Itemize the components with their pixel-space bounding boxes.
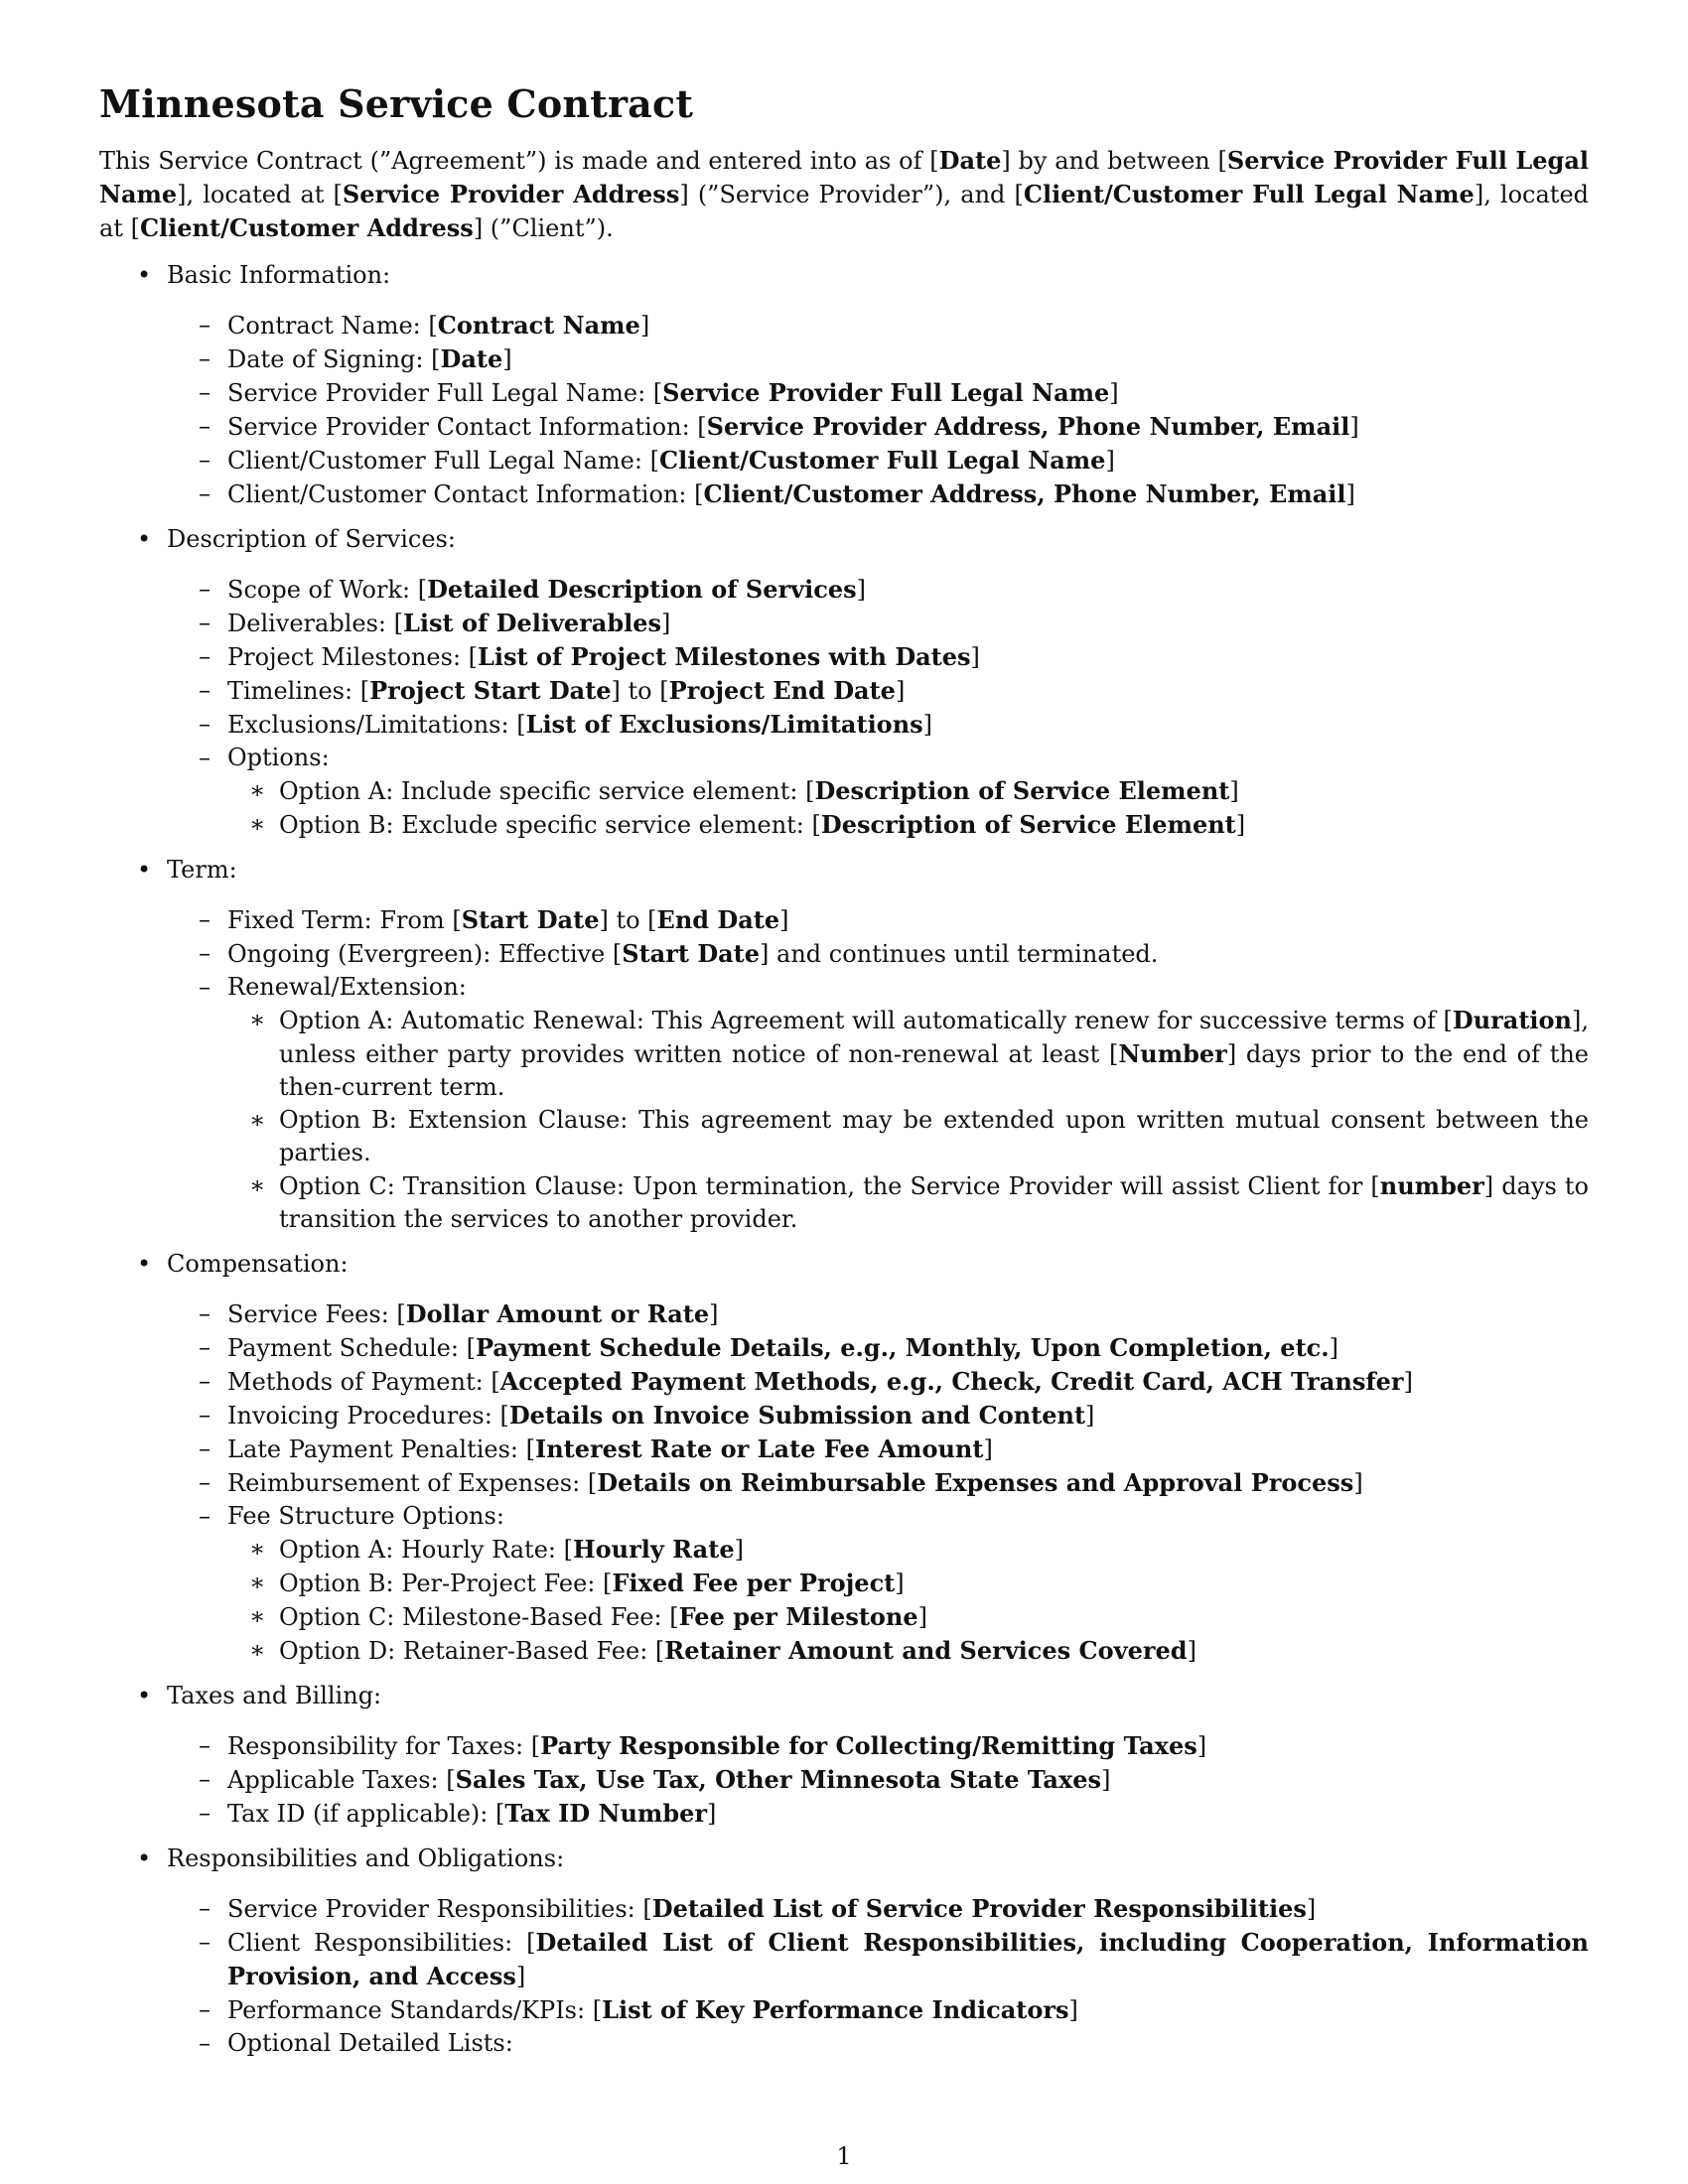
item-list xyxy=(167,1297,1589,1668)
option-item: ∗ Option C: Transition Clause: Upon termination, the Service Provider will assist Client for [number] days to transition the services to another provider. xyxy=(227,1169,1589,1236)
section-label: • Term: xyxy=(167,856,237,884)
list-item: – Fixed Term: From [Start Date] to [End Date] xyxy=(167,903,1589,937)
placeholder-date: Date xyxy=(938,146,1002,175)
list-item: – Client/Customer Full Legal Name: [Client/Customer Full Legal Name] xyxy=(167,444,1589,478)
list-item: – Exclusions/Limitations: [List of Exclusions/Limitations] xyxy=(167,708,1589,742)
section-label: • Taxes and Billing: xyxy=(167,1682,382,1709)
list-item: – Applicable Taxes: [Sales Tax, Use Tax, Other Minnesota State Taxes] xyxy=(167,1763,1589,1797)
section-list xyxy=(99,259,1589,2060)
section-compensation xyxy=(99,1248,1589,1668)
item-list xyxy=(167,903,1589,1236)
page-number: 1 xyxy=(836,2142,852,2170)
placeholder-provider-address: Service Provider Address xyxy=(342,180,680,208)
option-item: ∗ Option C: Milestone-Based Fee: [Fee per Milestone] xyxy=(227,1600,1589,1634)
list-item: – Service Provider Contact Information: [Service Provider Address, Phone Number, Email] xyxy=(167,410,1589,444)
list-item: – Fee Structure Options: ∗ Option A: Hourly Rate: [Hourly Rate] ∗ Option B: Per-Project Fee: [Fixed Fee per Project] ∗ Option C: Milestone-Based Fee: [Fee per Milestone] ∗ Option D: Retainer-Based Fee: [Retainer Amount and Services Covered] xyxy=(167,1500,1589,1668)
item-list xyxy=(167,573,1589,842)
section-label: • Responsibilities and Obligations: xyxy=(167,1844,565,1872)
list-item: – Ongoing (Evergreen): Effective [Start Date] and continues until terminated. xyxy=(167,937,1589,971)
list-item: – Service Fees: [Dollar Amount or Rate] xyxy=(167,1297,1589,1331)
list-item: – Late Payment Penalties: [Interest Rate or Late Fee Amount] xyxy=(167,1433,1589,1466)
list-item: – Responsibility for Taxes: [Party Responsible for Collecting/Remitting Taxes] xyxy=(167,1729,1589,1763)
list-item: – Project Milestones: [List of Project Milestones with Dates] xyxy=(167,640,1589,674)
option-item: ∗ Option A: Automatic Renewal: This Agreement will automatically renew for successive terms of [Duration], unless either party provides written notice of non-renewal at least [Number] days prior to the end of the then-current term. xyxy=(227,1004,1589,1104)
option-item: ∗ Option A: Hourly Rate: [Hourly Rate] xyxy=(227,1533,1589,1567)
list-item: – Client/Customer Contact Information: [Client/Customer Address, Phone Number, Email] xyxy=(167,478,1589,511)
option-list xyxy=(227,1004,1589,1236)
list-item: – Renewal/Extension: ∗ Option A: Automatic Renewal: This Agreement will automatically renew for successive terms of [Duration], unless either party provides written notice of non-renewal at least [Number] days prior to the end of the then-current term. ∗ Option B: Extension Clause: This agreement may be extended upon written mutual consent between the parties. ∗ Option C: Transition Clause: Upon termination, the Service Provider will assist Client for [number] days to transition the services to another provider. xyxy=(167,971,1589,1236)
option-item: ∗ Option D: Retainer-Based Fee: [Retainer Amount and Services Covered] xyxy=(227,1634,1589,1668)
list-item: – Service Provider Responsibilities: [Detailed List of Service Provider Responsibilities] xyxy=(167,1892,1589,1926)
list-item: – Optional Detailed Lists: xyxy=(167,2027,1589,2060)
item-list xyxy=(167,1729,1589,1831)
list-item: – Client Responsibilities: [Detailed List of Client Responsibilities, including Cooperation, Information Provision, and Access] xyxy=(167,1926,1589,1993)
list-item: – Date of Signing: [Date] xyxy=(167,342,1589,376)
section-description-of-services xyxy=(99,523,1589,842)
list-item: – Timelines: [Project Start Date] to [Project End Date] xyxy=(167,674,1589,708)
option-list xyxy=(227,1533,1589,1668)
list-item: – Invoicing Procedures: [Details on Invoice Submission and Content] xyxy=(167,1399,1589,1433)
section-taxes-and-billing xyxy=(99,1680,1589,1831)
section-label: • Basic Information: xyxy=(167,261,391,289)
list-item: – Payment Schedule: [Payment Schedule Details, e.g., Monthly, Upon Completion, etc.] xyxy=(167,1331,1589,1365)
placeholder-client-address: Client/Customer Address xyxy=(139,213,474,242)
section-label: • Description of Services: xyxy=(167,525,456,553)
section-term xyxy=(99,854,1589,1236)
list-item: – Service Provider Full Legal Name: [Service Provider Full Legal Name] xyxy=(167,376,1589,410)
placeholder-client-name: Client/Customer Full Legal Name xyxy=(1023,180,1475,208)
section-basic-information xyxy=(99,259,1589,511)
list-item: – Reimbursement of Expenses: [Details on Reimbursable Expenses and Approval Process] xyxy=(167,1466,1589,1500)
list-item: – Deliverables: [List of Deliverables] xyxy=(167,607,1589,640)
section-label: • Compensation: xyxy=(167,1250,349,1278)
option-item: ∗ Option B: Exclude specific service element: [Description of Service Element] xyxy=(227,808,1589,842)
list-item: – Performance Standards/KPIs: [List of Key Performance Indicators] xyxy=(167,1993,1589,2027)
list-item: – Scope of Work: [Detailed Description of Services] xyxy=(167,573,1589,607)
document-title: Minnesota Service Contract xyxy=(99,81,694,126)
section-responsibilities-and-obligations xyxy=(99,1843,1589,2060)
placeholder-provider-name: Service Provider Full Legal Name xyxy=(99,146,1589,208)
list-item: – Methods of Payment: [Accepted Payment Methods, e.g., Check, Credit Card, ACH Transfer] xyxy=(167,1365,1589,1399)
list-item: – Options: ∗ Option A: Include specific service element: [Description of Service Element] ∗ Option B: Exclude specific service element: [Description of Service Element] xyxy=(167,742,1589,842)
item-list xyxy=(167,1892,1589,2060)
option-item: ∗ Option B: Extension Clause: This agreement may be extended upon written mutual consent between the parties. xyxy=(227,1104,1589,1169)
intro-paragraph: This Service Contract (”Agreement”) is made and entered into as of [Date] by and between [Service Provider Full Legal Name], located at [Service Provider Address] (”Service Provider”), and [Client/Customer Full Legal Name], located at [Client/Customer Address] (”Client”). xyxy=(99,146,1590,242)
list-item: – Contract Name: [Contract Name] xyxy=(167,309,1589,342)
list-item: – Tax ID (if applicable): [Tax ID Number] xyxy=(167,1797,1589,1831)
option-item: ∗ Option A: Include specific service element: [Description of Service Element] xyxy=(227,774,1589,808)
document-page xyxy=(99,81,1589,2072)
option-list xyxy=(227,774,1589,842)
item-list xyxy=(167,309,1589,511)
option-item: ∗ Option B: Per-Project Fee: [Fixed Fee per Project] xyxy=(227,1567,1589,1600)
